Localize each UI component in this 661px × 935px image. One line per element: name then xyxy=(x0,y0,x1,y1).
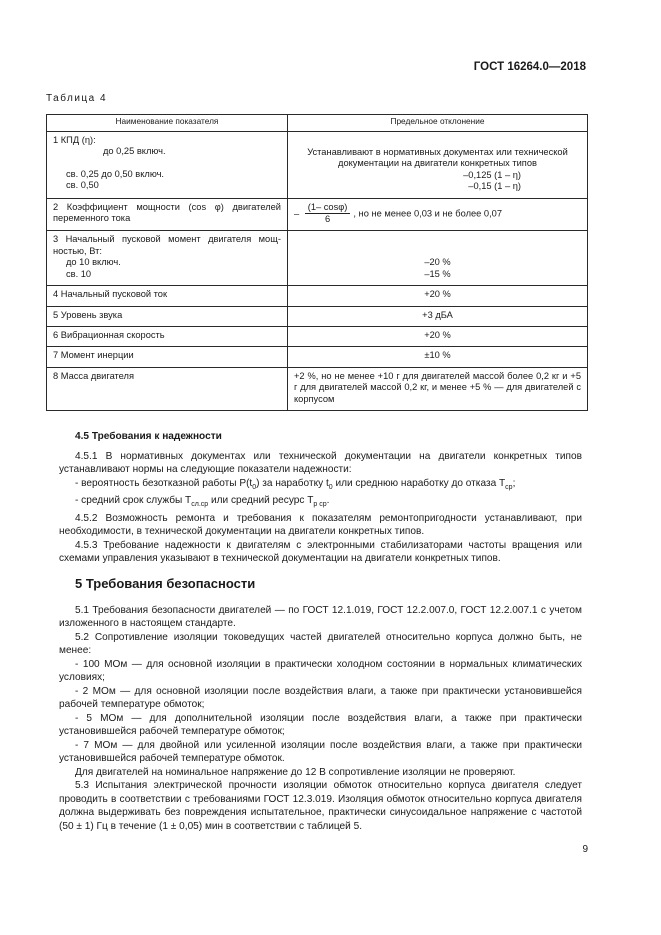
section-5 xyxy=(59,577,582,833)
paragraph: 4.5.1 В нормативных документах или технической документации на двигатели конкретных типов устанавливают нормы на следующие показатели надежности: xyxy=(59,450,582,475)
row-name: 2 Коэффициент мощности (cos φ) двигателей переменного тока xyxy=(47,198,288,231)
row-name: 7 Момент инерции xyxy=(47,347,288,367)
row-subitem: св. 0,50 xyxy=(66,180,99,191)
section-heading: 4.5 Требования к надежности xyxy=(75,431,222,442)
column-header: Предельное отклонение xyxy=(288,115,588,132)
formula-fraction xyxy=(305,202,351,226)
table-row xyxy=(47,327,588,347)
table-row xyxy=(47,231,588,286)
table-row xyxy=(47,347,588,367)
row-value: Устанавливают в нормативных документах или технической документации на двигатели конкретных типов xyxy=(307,147,568,169)
spec-table xyxy=(46,114,588,411)
list-item: - 5 МОм — для дополнительной изоляции после воздействия влаги, а также при практически установившейся рабочей температуре обмоток; xyxy=(59,712,582,737)
list-item: - 2 МОм — для основной изоляции после воздействия влаги, а также при практически установившейся рабочей температуре обмоток; xyxy=(59,685,582,710)
row-name: 6 Вибрационная скорость xyxy=(47,327,288,347)
fraction-denominator: 6 xyxy=(324,214,331,225)
row-name: 4 Начальный пусковой ток xyxy=(47,286,288,306)
row-value: –0,15 (1 – η) xyxy=(468,181,521,192)
paragraph: 5.1 Требования безопасности двигателей — по ГОСТ 12.1.019, ГОСТ 12.2.007.0, ГОСТ 12.2.007.1 с учетом изложенного в настоящем стандарте. xyxy=(59,604,582,629)
paragraph: Для двигателей на номинальное напряжение до 12 В сопротивление изоляции не проверяют. xyxy=(75,766,516,778)
paragraph: 5.3 Испытания электрической прочности изоляции обмоток относительно корпуса двигателя следует проводить в соответствии с требованиями ГОСТ 12.3.019. Изоляция обмоток относительно корпуса двигателя должна выдерживать без повреждения испытательное, практически синусоидальное напряжение с частотой (50 ± 1) Гц в течение (1 ± 0,05) мин в соответствии с таблицей 5. xyxy=(59,780,582,832)
section-4-5 xyxy=(59,430,582,566)
formula-minus: – xyxy=(294,207,300,218)
paragraph: 4.5.2 Возможность ремонта и требования к показателям ремонтопригодности устанавливают, при необходимости, в технической документации на двигатели конкретных типов. xyxy=(59,512,582,538)
row-subitem: св. 10 xyxy=(66,268,92,279)
row-value: –20 % xyxy=(424,257,451,268)
table-cell xyxy=(288,198,588,231)
row-value: +2 %, но не менее +10 г для двигателей массой более 0,2 кг и +5 г для двигателей массой 0,2 кг, и менее +5 % — для двигателей с корпусом xyxy=(288,367,588,410)
row-name: 1 КПД (η): xyxy=(53,135,96,145)
table-row xyxy=(47,367,588,410)
table-cell xyxy=(288,132,588,199)
table-row xyxy=(47,198,588,231)
row-value: +20 % xyxy=(288,286,588,306)
row-subitem: до 0,25 включ. xyxy=(103,146,166,157)
table-caption: Таблица 4 xyxy=(46,93,108,104)
section-heading: 5 Требования безопасности xyxy=(75,576,256,591)
row-name: 8 Масса двигателя xyxy=(47,367,288,410)
table-header-row xyxy=(47,115,588,132)
document-header: ГОСТ 16264.0—2018 xyxy=(473,61,586,73)
list-item: - средний срок службы $T_{сл.ср}$ или средний ресурс $T_{р ср}$. xyxy=(75,495,330,509)
table-row xyxy=(47,286,588,306)
row-subitem: св. 0,25 до 0,50 включ. xyxy=(66,168,165,179)
column-header: Наименование показателя xyxy=(47,115,288,132)
list-item: - 100 МОм — для основной изоляции в практически холодном состоянии в нормальных климатических условиях; xyxy=(59,658,582,683)
row-subitem: до 10 включ. xyxy=(66,257,121,268)
page-number: 9 xyxy=(582,844,588,855)
table-row xyxy=(47,306,588,326)
table-cell xyxy=(47,132,288,199)
list-item: - вероятность безотказной работы $P(t_0)$ за наработку $t_0$ или среднюю наработку до отказа $T_{ср}$; xyxy=(75,477,516,491)
row-value: +3 дБА xyxy=(288,306,588,326)
row-name: 5 Уровень звука xyxy=(47,306,288,326)
row-value: –0,125 (1 – η) xyxy=(463,169,521,180)
table-cell xyxy=(288,231,588,286)
fraction-numerator: (1– cosφ) xyxy=(305,202,351,214)
row-name: 3 Начальный пусковой момент двигателя мощностью, Вт: xyxy=(53,234,281,256)
formula-tail: , но не менее 0,03 и не более 0,07 xyxy=(353,207,503,218)
row-value: –15 % xyxy=(424,268,451,279)
paragraph: 5.2 Сопротивление изоляции токоведущих частей двигателей относительно корпуса должно быть, не менее: xyxy=(59,631,582,656)
table-cell xyxy=(47,231,288,286)
table-row xyxy=(47,132,588,199)
row-value: ±10 % xyxy=(288,347,588,367)
paragraph: 4.5.3 Требование надежности к двигателям с электронными стабилизаторами частоты вращения или схемами управления указывают в технической документации на двигатели конкретных типов. xyxy=(59,539,582,565)
list-item: - 7 МОм — для двойной или усиленной изоляции после воздействия влаги, а также при практически установившейся рабочей температуре обмоток. xyxy=(59,739,582,764)
row-value: +20 % xyxy=(288,327,588,347)
